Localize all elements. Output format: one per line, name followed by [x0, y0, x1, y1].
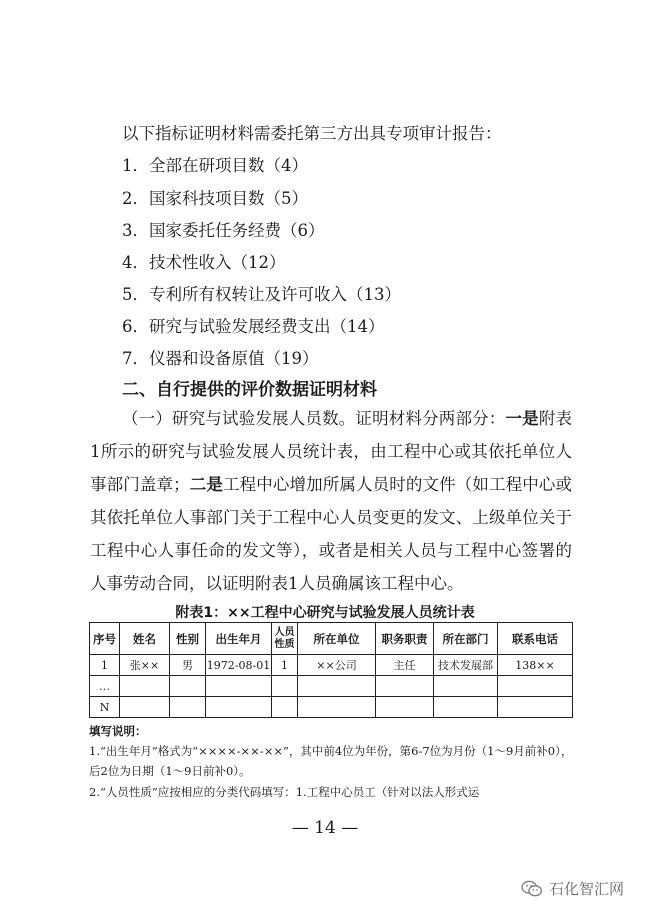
table-cell: [206, 676, 272, 697]
table-cell: [272, 697, 298, 718]
intro-text: 以下指标证明材料需委托第三方出具专项审计报告：: [122, 124, 502, 143]
table-header-cell: 职务职责: [376, 623, 434, 655]
table-cell: [498, 697, 573, 718]
body-paragraph: [90, 402, 572, 600]
page-number: — 14 —: [291, 818, 359, 838]
table-cell: 1: [90, 655, 120, 676]
table-cell: [120, 697, 170, 718]
table-cell: 138××: [498, 655, 573, 676]
table-caption: 附表1：××工程中心研究与试验发展人员统计表: [175, 605, 475, 621]
table-cell: [170, 697, 206, 718]
table-header-cell: 人员性质: [272, 623, 298, 655]
table-cell: [272, 676, 298, 697]
list-item: 2．国家科技项目数（5）: [122, 189, 308, 208]
table-cell: 1972-08-01: [206, 655, 272, 676]
table-row: [90, 697, 573, 718]
list-item: 6．研究与试验发展经费支出（14）: [122, 317, 385, 336]
staff-table: [89, 622, 573, 718]
table-cell: ××公司: [298, 655, 376, 676]
paragraph-text: 工程中心增加所属人员时的文件（如工程中心或其依托单位人事部门关于工程中心人员变更的发文、上级单位关于工程中心人事任命的发文等），或者是相关人员与工程中心签署的人事劳动合同，以证明附表1人员确属该工程中心。: [90, 475, 572, 593]
table-header-cell: 所在部门: [434, 623, 498, 655]
table-header-row: [90, 623, 573, 655]
table-cell: [170, 676, 206, 697]
table-header-cell: 性别: [170, 623, 206, 655]
table-cell: [434, 697, 498, 718]
notes-title: 填写说明：: [89, 724, 147, 738]
list-item: 4．技术性收入（12）: [122, 253, 286, 272]
table-header-cell: 出生年月: [206, 623, 272, 655]
table-cell: 张××: [120, 655, 170, 676]
paragraph-text: 附表1所示的研究与试验发展人员统计表，由工程中心或其依托单位人事部门盖章；: [90, 409, 573, 494]
table-cell: [498, 676, 573, 697]
watermark: [521, 878, 624, 899]
note-item: 2.“人员性质”应按相应的分类代码填写：1.工程中心员工（针对以法人形式运: [89, 785, 480, 799]
table-cell: 男: [170, 655, 206, 676]
section-heading: 二、自行提供的评价数据证明材料: [122, 380, 377, 400]
table-cell: …: [90, 676, 120, 697]
wechat-icon: [521, 880, 543, 898]
table-cell: [120, 676, 170, 697]
table-header-cell: 联系电话: [498, 623, 573, 655]
list-item: 3．国家委托任务经费（6）: [122, 221, 325, 240]
list-item: 5．专利所有权转让及许可收入（13）: [122, 285, 401, 304]
paragraph-bold: 二是: [189, 475, 223, 494]
table-cell: 1: [272, 655, 298, 676]
list-item: 7．仪器和设备原值（19）: [122, 349, 319, 368]
table-row: [90, 655, 573, 676]
table-cell: [206, 697, 272, 718]
table-cell: [298, 697, 376, 718]
table-row: [90, 676, 573, 697]
list-item: 1．全部在研项目数（4）: [122, 156, 308, 175]
watermark-text: 石化智汇网: [548, 880, 624, 898]
table-cell: [376, 676, 434, 697]
paragraph-bold: 一是: [505, 409, 539, 428]
table-cell: [298, 676, 376, 697]
table-cell: 主任: [376, 655, 434, 676]
table-cell: [376, 697, 434, 718]
table-header-cell: 姓名: [120, 623, 170, 655]
paragraph-text: （一）研究与试验发展人员数。证明材料分两部分：: [122, 409, 506, 428]
note-item: 1.“出生年月”格式为“××××-××-××”，其中前4位为年份，第6-7位为月份（1～9月前补0），后2位为日期（1～9日前补0）。: [89, 744, 573, 778]
table-header-cell: 所在单位: [298, 623, 376, 655]
table-header-cell: 序号: [90, 623, 120, 655]
table-cell: N: [90, 697, 120, 718]
table-cell: [434, 676, 498, 697]
table-cell: 技术发展部: [434, 655, 498, 676]
